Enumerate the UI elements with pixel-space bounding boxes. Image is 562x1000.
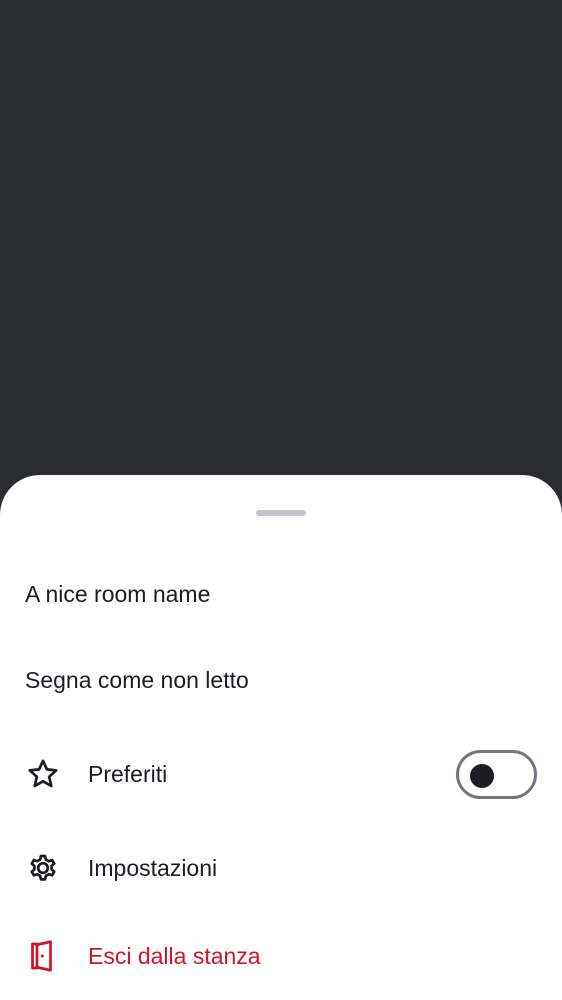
favourite-item[interactable] xyxy=(0,739,562,809)
room-options-bottom-sheet xyxy=(0,475,562,1000)
mark-as-unread-label: Segna come non letto xyxy=(25,667,249,693)
favourite-toggle[interactable] xyxy=(456,750,537,799)
toggle-knob xyxy=(470,764,494,788)
favourite-label: Preferiti xyxy=(88,761,168,787)
room-name-title: A nice room name xyxy=(25,581,211,607)
star-icon xyxy=(25,756,61,792)
leave-door-icon xyxy=(25,938,61,974)
leave-room-item[interactable] xyxy=(0,921,562,991)
mark-as-unread-item[interactable] xyxy=(0,645,562,715)
sheet-drag-handle[interactable] xyxy=(256,510,306,516)
settings-label: Impostazioni xyxy=(88,855,218,881)
background-scrim[interactable] xyxy=(0,0,562,475)
leave-room-label: Esci dalla stanza xyxy=(88,943,261,969)
settings-item[interactable] xyxy=(0,833,562,903)
gear-icon xyxy=(25,850,61,886)
